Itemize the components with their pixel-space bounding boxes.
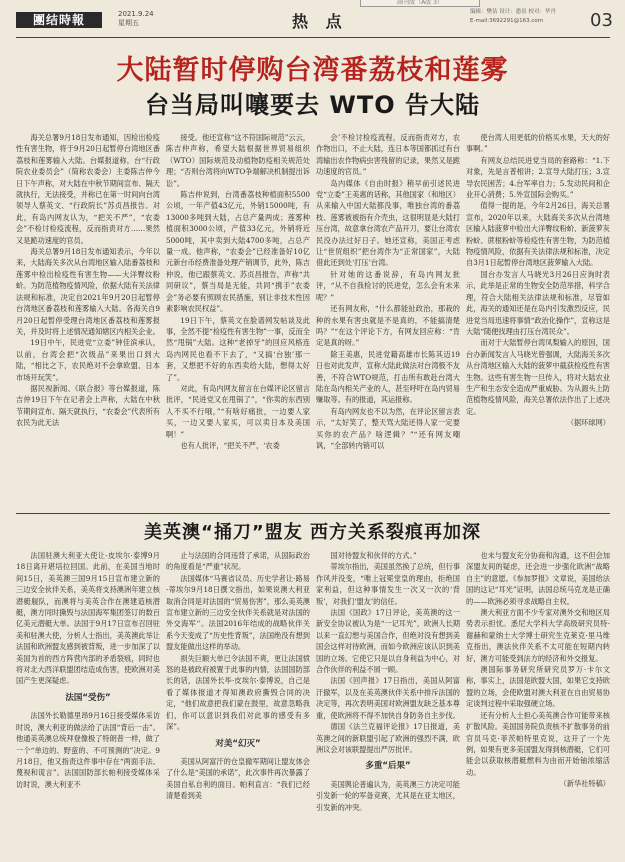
paragraph: 止与法国的合同违背了承诺，从国际政治的角度看是“严重”状况。 xyxy=(166,551,310,572)
paragraph: 法国驻澳大利亚大使让-皮埃尔·泰博9月18日离开堪培拉回国。此前，在美国当地时间15日，美英澳三国9月15日宣布建立新的三边安全伙伴关系，美英将支持澳洲年建立核潜艇舰队，而澳将与美英合作在澳建造核潜艇，澳方同时撕毁与法国海军集团签订的数百亿美元潜艇大单。法国于9月17日宣布召回驻美和驻澳大使，分析人士指出，美英澳此举让法国和欧洲盟友感到被背叛，进一步加深了以美国为首的西方阵营内部的矛盾裂痕，同时也将对北大西洋联盟团结造成伤害，使欧洲对美国产生更深疑虑。 xyxy=(16,551,160,686)
article2-column-3 xyxy=(316,550,460,855)
paragraph: 除王美惠，民进党籍高雄市长陈其迈19日也对此发声，宣称大陆此做法对台湾极不友善，不符合WTO规范，打击所有敢赴台湾大陆在岛内相关产业的人，甚至呼吁在岛内贸易赚取等。有的报道，其运报称。 xyxy=(316,349,460,405)
paragraph: 德国《法兰克福评论报》17日报道，美英澳之间的新联盟引起了欧洲的强烈不满，欧洲议会对该联盟提出严厉批评。 xyxy=(316,722,460,754)
paragraph: 有网友总结民进党当局的套路称：“1.下对象，先是言普相讲；2.宣导大陆打压；3.宣导农民困苦；4.台军率自力；5.发动民间和企业开心消费；5.外宣国际会购买。” xyxy=(466,155,610,200)
paragraph: 蒂埃尔指出，美国虽然换了总统，但行事作风并没变，“唯上冠冕堂皇的理由，拒绝国家利益，但这种事情发生一次又一次的‘背叛’，对我们‘盟友’的信任。 xyxy=(316,562,460,606)
paragraph: 海关总署9月18日发布通知表示，今年以来，大陆海关多次从台湾地区输入陆番荔枝和莲雾中检出检疫性有害生物——大洋臀纹粉蚧。为防范植物疫情风险，依据大陆有关法律法规和标准，决定自2021年9月20日起暂停台湾地区番荔枝和莲雾输入大陆。各海关自9月20日起暂停受理台湾地区番荔枝和莲雾报关，并及时将上述情况通知辖区内相关企业。 xyxy=(16,247,160,336)
article2-subhead-3: 多重“后果” xyxy=(365,761,411,772)
paragraph: 损失巨额大单已令法国不爽，更让法国愤怒的是被政府被置于此事的内情，法国国防部长的话，法国外长毕·皮埃尔·泰博说，自己是看了媒体报道才得知澳政府撕毁合同的决定，“他们故意把我们蒙在鼓里，故意忽略我们，你可以意识到我们对此事的感受有多深”。 xyxy=(166,653,310,732)
article2-headline: 美英澳“捅刀”盟友 西方关系裂痕再加深 xyxy=(144,522,481,543)
editors-text: 编辑：樊估 设计：愚景 校对：毕丹 xyxy=(470,9,556,15)
paragraph: 也未与盟友充分协商和沟通，这不但会加深盟友间的疑虑，还会进一步强化欧洲“战略自主”的意愿。《参加罗报》文章说，美国给法国的这记“耳光”证明，法国总统马克龙是正确的——欧洲必须寻求战略自主权。 xyxy=(466,551,610,606)
article1-subheadline: 台当局叫嚷要去 WTO 告大陆 xyxy=(145,91,480,119)
article1-body xyxy=(16,132,610,514)
paragraph: 国台办发言人马晓光3月26日应询时表示，此举是正常的生物安全防范举措，科学合理，符合大陆相关法律法规和标准，尽管如此，海关的通知还是在岛内引发激烈反应，民进党当局迅速将事情“政治化操作”，宣称这是大陆“随便找理由打压台湾民众”。 xyxy=(466,269,610,336)
article2-column-2 xyxy=(166,550,310,855)
article1-column-2 xyxy=(166,132,310,514)
paragraph: 陈吉仲说到，台湾番荔枝种植面积5500公顷，一年产值43亿元，外销15000吨，有13000多吨到大陆，占总产量两成；莲雾种植面积3000公顷，产值33亿元，外销将近5000吨，其中卖到大陆4700多吨，占总产量一成。他声称，“农委会”已经准备好10亿元新台币经费准备处理产销调节，此外，陈吉仲说，他已跟蔡英文、苏贞昌报告，声称“共同研议”，蔡当局是无能，共同“携手”农委会”务必要有照顾农民措施，别让非技术性因素影响农民权益”。 xyxy=(166,190,310,314)
article1-column-3 xyxy=(316,132,460,514)
paragraph: 国对待盟友和伙伴的方式。” xyxy=(330,551,417,560)
header-rule xyxy=(16,37,610,38)
paragraph: 19日下午，蔡英文在脸谱网发帖谈及此事，全然不提“检疫性有害生物”一事，反而全然“甩锅”大陆。这种“老掉牙”的回应风格连岛内网民也看不下去了，“又搞‘台独’那一套，又想把不好的东西卖给大陆，想得太好了”。 xyxy=(166,315,310,382)
page-number: 03 xyxy=(590,10,613,31)
paragraph: 接受。他还宣称“这不符国际规范”云云，陈吉仲声称，希望大陆根据世界贸易组织（WTO）国际规范及动植物防疫相关规范处理；“否则台湾将向WTO争端解决机制提出诉讼”。 xyxy=(166,133,310,188)
section-title: 热 点 xyxy=(292,12,348,31)
email-text: E-mail:3692291@163.com xyxy=(470,18,544,24)
article2-column-1 xyxy=(16,550,160,855)
top-tab: 副刊版（A版 3） xyxy=(360,0,480,7)
editor-credits xyxy=(470,8,556,26)
article1-column-1 xyxy=(16,132,160,514)
paragraph: 而对于大陆暂停台湾凤梨输入的原因，国台办新闻发言人马晓光曾强调，大陆海关多次从台湾地区输入大陆的菠萝中截获检疫性有害生物。这些有害生物一旦传入，将对大陆农业生产和生态安全造成严重威胁。为从源头上防范植物疫情风险，海关总署依法作出了上述决定。 xyxy=(466,338,610,416)
article2-subhead-2: 对美“幻灭” xyxy=(215,738,261,749)
paragraph: 针对她的这番说辞，有岛内网友批评，“从不自我检讨的民进党，怎么会有未来呢？” xyxy=(316,269,460,302)
article1-source: （据环球网） xyxy=(566,418,610,428)
paragraph: 会’不检讨检疫流程，反而指责对方，农作物出口，不止大陆，连日本等国都抓过有台湾输出农作物病虫害残留的记录，果然又是跪功速度的官员。” xyxy=(316,133,460,177)
paragraph: 19日中午，民进党“立委”钟佳滨承认，以前，台湾会把“次级品”来果出口到大陆，“相比之下，农民绝对不会拿欧盟、日本市场开玩笑”。 xyxy=(16,338,160,382)
paragraph: 据民视新闻、《联合报》等台媒报道，陈吉仲19日下午在记者会上声称，大陆在中秋节期间宣布、隔天就执行，“农委会”代表所有农民为此无法 xyxy=(16,383,160,428)
date-text: 2021.9.24 xyxy=(118,10,154,18)
paragraph: 对此，有岛内网友留言在台媒评论区留言批评，“民进党又在甩锅了”，“你卖的东西别人不买不行哦，”“有啥好痛批，一边要人家买，一边又要人家买，可以卖日本及美国啊！” xyxy=(166,383,310,439)
article2-subhead-1: 法国“受伤” xyxy=(65,692,111,703)
article2-source: （新华社特稿） xyxy=(559,779,610,789)
paragraph: 有岛内网友也不以为然，在评论区留言表示，“太好笑了，整天骂大陆还得人家一定要买你的农产品？啥逻辑？”“还有网友嘲讽，“全部转内销可以 xyxy=(316,406,460,450)
newspaper-logo: 團结時報 xyxy=(16,12,102,28)
article1-column-4 xyxy=(466,132,610,514)
paragraph: 美国从阿富汗的仓皇撤军期间让盟友体会了什么是“美国的承诺”，此次事件再次暴露了美国自私自利的面目。帕利直言：“我们已经清楚看到美 xyxy=(166,756,310,801)
paragraph: 法国外长勒德里昂9月16日接受媒体采访时说，澳大利亚的做法给了法国“背后一击”。他通美英澳总统拜登像极了特朗普一样，做了一个“单边的、野蛮的、不可预测的”决定。9月18日，他又指责这件事中存在“两面手法、蔑视和谎言”。法国国防部长帕利接受媒体采访时说，澳大利亚不 xyxy=(16,711,160,789)
paragraph: 澳国际事务研究所研究员罗万·卡尔文称，事实上，法国是欧盟大国，如果它支持欧盟的立场，会使欧盟对澳大利亚在自由贸易协定谈判过程中采取强硬立场。 xyxy=(466,665,610,709)
paragraph: 美国舆论普遍认为，美英澳三方决定可能引发新一轮的军备竞赛，尤其是在亚太地区，引发新的冲突。 xyxy=(316,779,460,812)
paragraph: 法国媒体“马赛省议员、历史学者让·路易·蒂埃尔9月18日撰文指出，如果说澳大利亚取消合同是对法国的“贸易伤害”，那么美英澳宣布建立新的三边安全伙伴关系就是对法国的外交海军‘’。法国2016年结成的战略伙伴关系今天变成了“历史性背叛”，法国绝没有想到盟友能做出这样的举动。 xyxy=(166,573,310,652)
paragraph: 也有人批评，“把关不严，‘农委 xyxy=(180,440,280,450)
paragraph: 值得一提的是，今年2月26日，海关总署宣布，2020年以来，大陆海关多次从台湾地区输入陆菠萝中检出大洋臀纹粉蚧、新菠萝灰粉蚧、蔗根粉蚧等检疫性有害生物，为防范植物疫情风险，依据有关法律法规和标准，决定自3月1日起暂停台湾地区菠萝输入大陆。 xyxy=(466,201,610,268)
paragraph: 还有分析人士担心美英澳合作可能带来核扩散风险。美国国务院负责核不扩散事务的前官员马克·菲茨帕特里克说，这开了一个先例，如果有更多美国盟友得到核潜艇，它们可能会以获取核潜艇燃料为由而开始铀浓缩活动。 xyxy=(466,710,610,777)
paragraph: 法国《回声报》17日指出，美国从阿富汗撤军，以及在美英澳伙伴关系中排斥法国的决定等，再次表明美国对欧洲盟友缺乏基本尊重，使欧洲将不得不加快自身防务自主步伐。 xyxy=(316,676,460,720)
article-divider xyxy=(16,513,610,514)
article2-body xyxy=(16,550,610,855)
article2-column-4 xyxy=(466,550,610,855)
paragraph: 澳大利亚方面不少专家对澳外交和地区局势表示担忧。悉尼大学科大学高级研究员特·谢赫和蒙纳士大学博士研究生克莱克·里马维克指出，澳法伙伴关系不太可能在短期内转好，澳方可能受到法方的经济和外交报复。 xyxy=(466,608,610,663)
paragraph: 海关总署9月18日发布通知，因检出检疫性有害生物，将于9月20日起暂停台湾地区番荔枝和莲雾输入大陆。台媒报道称，台“行政院农业委员会”（简称农委会）主委陈吉仲今日下午声称，对大陆在中秋节期间宣布、隔天就执行，无法接受，并称已在第一时间向台湾领导人蔡英文、“行政院长”苏贞昌报告。对此，有岛内网友认为，“把关不严”，“农委会”不检讨检疫流程，反而指责对方……果然又是跪功速度的官员。 xyxy=(16,133,160,245)
paragraph: 使台湾人用更低的价格买水果，天大的好事啊。” xyxy=(466,133,610,154)
article1-headline: 大陆暂时停购台湾番荔枝和莲雾 xyxy=(116,55,509,86)
paragraph: 还有网友称，“什么都能扯政治，那栽的种的水果有害虫就是不是真的，不能搞清楚吗？”“在这个评论下方，有网友回应称：“肯定是真的呀。” xyxy=(316,304,460,348)
paragraph: 法国《国政》17日评论，美英澳的这一新安全协议被认为是“一记耳光”，欧洲人长期以来一直幻想与美国合作，但绝对没有想到美国会这样对待欧洲，而如今欧洲应该认识到美国的立场。它使它只是以自身利益为中心，对合作伙伴的利益不屑一顾。 xyxy=(316,608,460,675)
paragraph: 岛内媒体《自由时报》稍早前引述民进党“立委”王美惠的话称，其他国家（和地区）从来输入中国大陆都没事，唯独台湾的番荔枝、莲雾被被指有介壳虫，这很明显是大陆打压台湾，故意拿台湾农产品开刀，要让台湾农民没办法过好日子。她还宣称，美国正考虑让“世贸组织”把台湾作为“正常国家”，大陆借此还到处‘打压’台湾。 xyxy=(316,178,460,268)
weekday-text: 星期五 xyxy=(118,19,139,27)
issue-date xyxy=(118,10,154,28)
page-header xyxy=(0,0,625,37)
